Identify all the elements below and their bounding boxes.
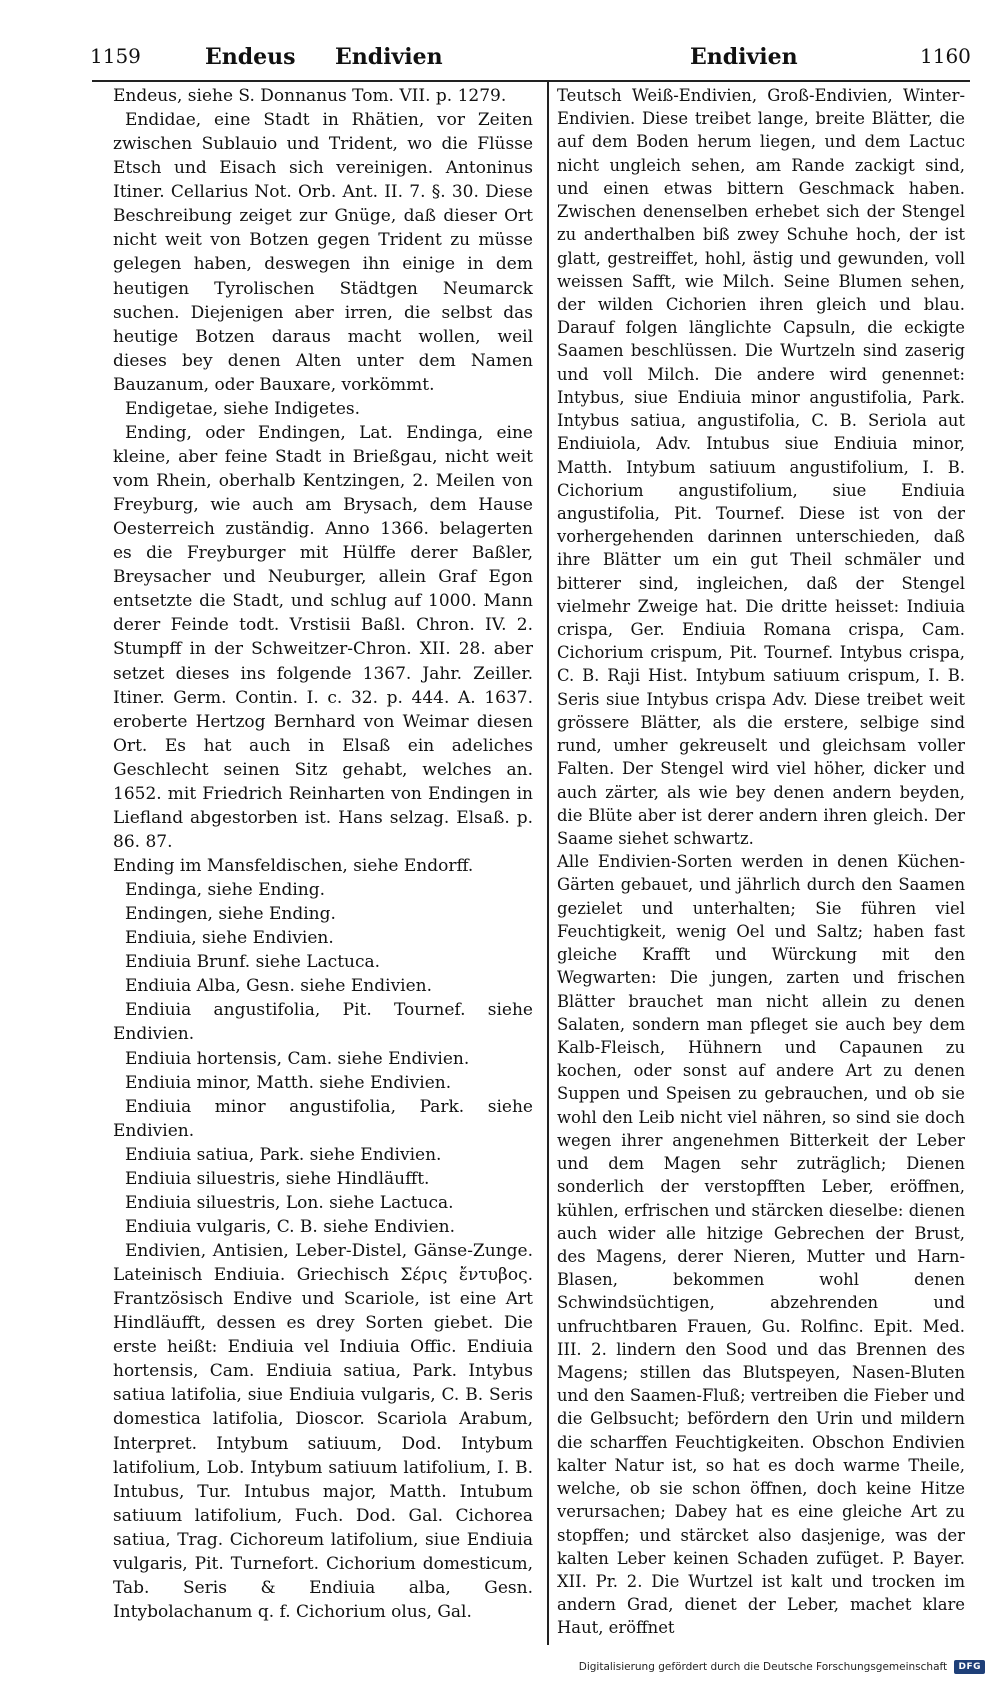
right-column: [557, 84, 965, 1640]
page-number-right: 1160: [920, 44, 971, 68]
entry-endinga: Endinga, siehe Ending.: [125, 880, 325, 901]
entry-endiuia-vulgaris: Endiuia vulgaris, C. B. siehe Endivien.: [125, 1216, 455, 1237]
entry-endiuia-alba: Endiuia Alba, Gesn. siehe Endivien.: [125, 976, 433, 997]
entry-endiuia-hortensis: Endiuia hortensis, Cam. siehe Endivien.: [125, 1048, 470, 1069]
entry-endigetae: Endigetae, siehe Indigetes.: [125, 398, 361, 419]
entry-endiuia-siluestris-lon: Endiuia siluestris, Lon. siehe Lactuca.: [125, 1192, 454, 1213]
left-column: [113, 84, 533, 1624]
digitization-footer: [0, 1660, 985, 1674]
entry-endiuia: Endiuia, siehe Endivien.: [125, 928, 334, 949]
entry-endingen: Endingen, siehe Ending.: [125, 904, 336, 925]
entry-endiuia-satiua: Endiuia satiua, Park. siehe Endivien.: [125, 1144, 442, 1165]
entry-endeus: Endeus, siehe S. Donnanus Tom. VII. p. 1279.: [113, 86, 507, 106]
entry-endivien: Endivien, Antisien, Leber-Distel, Gänse-Zunge. Lateinisch Endiuia. Griechisch Σέρις ἔντυβος. Frantzösisch Endive und Scariole, ist eine Art Hindläufft, dessen es drey Sorten giebet. Die erste heißt: Endiuia vel Indiuia Offic. Endiuia hortensis, Cam. Endiuia satiua, Park. Intybus satiua latifolia, siue Endiuia vulgaris, C. B. Seris domestica latifolia, Dioscor. Scariola Arabum, Interpret. Intybum satiuum, Dod. Intybum latifolium, Lob. Intybum satiuum latifolium, I. B. Intubus, Tur. Intubus major, Matth. Intubum satiuum latifolium, Fuch. Dod. Gal. Cichorea satiua, Trag. Cichoreum latifolium, siue Endiuia vulgaris, Pit. Turnefort. Cichorium domesticum, Tab. Seris & Endiuia alba, Gesn. Intybolachanum q. f. Cichorium olus, Gal.: [113, 1241, 533, 1622]
entry-endiuia-siluestris: Endiuia siluestris, siehe Hindläufft.: [125, 1168, 430, 1189]
header-rule: [92, 80, 970, 82]
endivien-description: Teutsch Weiß-Endivien, Groß-Endivien, Winter-Endivien. Diese treibet lange, breite Blätter, die auf dem Boden herum liegen, und dem Lactuc nicht ungleich sehen, am Rande zackigt sind, und einen etwas bittern Geschmack haben. Zwischen denenselben erhebet sich der Stengel zu anderthalben biß zwey Schuhe hoch, der ist glatt, gestreiffet, hohl, ästig und gewunden, voll weissen Safft, wie Milch. Seine Blumen sehen, der wilden Cichorien ihren gleich und blau. Darauf folgen länglichte Capsuln, die eckigte Saamen beschlüssen. Die Wurtzeln sind zaserig und voll Milch. Die andere wird genennet: Intybus, siue Endiuia minor angustifolia, Park. Intybus satiua, angustifolia, C. B. Seriola aut Endiuiola, Adv. Intubus siue Endiuia minor, Matth. Intybum satiuum angustifolium, I. B. Cichorium angustifolium, siue Endiuia angustifolia, Pit. Tournef. Diese ist von der vorhergehenden darinnen unterschieden, daß ihre Blätter um ein gut Theil schmäler und bitterer sind, ingleichen, daß der Stengel vielmehr Zweige hat. Die dritte heisset: Indiuia crispa, Ger. Endiuia Romana crispa, Cam. Cichorium crispum, Pit. Tournef. Intybus crispa, C. B. Raji Hist. Intybum satiuum crispum, I. B. Seris siue Intybus crispa Adv. Diese treibet weit grössere Blätter, als die erstere, selbige sind rund, umher gekreuselt und gleichsam voller Falten. Der Stengel wird viel höher, dicker und auch zärter, als wie bey denen andern beyden, die Blüte aber ist derer andern ihren gleich. Der Saame siehet schwartz.: [557, 86, 965, 848]
column-divider: [547, 80, 549, 1645]
entry-endiuia-minor-angustifolia: Endiuia minor angustifolia, Park. siehe Endivien.: [113, 1096, 533, 1141]
entry-endiuia-brunf: Endiuia Brunf. siehe Lactuca.: [125, 952, 381, 973]
footer-credit: Digitalisierung gefördert durch die Deutsche Forschungsgemeinschaft: [578, 1661, 948, 1673]
page-header: [90, 38, 970, 78]
entry-endiuia-minor: Endiuia minor, Matth. siehe Endivien.: [125, 1072, 452, 1093]
running-head-first: Endeus: [205, 44, 296, 70]
entry-ending-mansfeld: Ending im Mansfeldischen, siehe Endorff.: [113, 856, 474, 876]
running-head-right: Endivien: [690, 44, 798, 70]
entry-endidae: Endidae, eine Stadt in Rhätien, vor Zeiten zwischen Sublauio und Trident, wo die Flüsse Etsch und Eisach sich vereinigen. Antoninus Itiner. Cellarius Not. Orb. Ant. II. 7. §. 30. Diese Beschreibung zeiget zur Gnüge, daß dieser Ort nicht weit von Botzen gegen Trident zu müsse gelegen haben, deswegen ihn einige in dem heutigen Tyrolischen Städtgen Neumarck suchen. Diejenigen aber irren, die selbst das heutige Botzen daraus macht wollen, weil dieses bey denen Alten unter dem Namen Bauzanum, oder Bauxare, vorkömmt.: [113, 110, 533, 395]
entry-ending: Ending, oder Endingen, Lat. Endinga, eine kleine, aber feine Stadt in Brießgau, nicht weit vom Rhein, oberhalb Kentzingen, 2. Meilen von Freyburg, wie auch am Brysach, dem Hause Oesterreich zuständig. Anno 1366. belagerten es die Freyburger mit Hülffe derer Baßler, Breysacher und Neuburger, allein Graf Egon entsetzte die Stadt, und schlug auf 1000. Mann derer Feinde todt. Vrstisii Baßl. Chron. IV. 2. Stumpff in der Schweitzer-Chron. XII. 28. aber setzet dieses ins folgende 1367. Jahr. Zeiller. Itiner. Germ. Contin. I. c. 32. p. 444. A. 1637. eroberte Hertzog Bernhard von Weimar diesen Ort. Es hat auch in Elsaß ein adeliches Geschlecht seinen Sitz gehabt, welches an. 1652. mit Friedrich Reinharten von Endingen in Liefland abgestorben ist. Hans selzag. Elsaß. p. 86. 87.: [113, 422, 533, 852]
endivien-uses: Alle Endivien-Sorten werden in denen Küchen-Gärten gebauet, und jährlich durch den Saamen gezielet und unterhalten; Sie führen viel Feuchtigkeit, wenig Oel und Saltz; haben fast gleiche Krafft und Würckung mit den Wegwarten: Die jungen, zarten und frischen Blätter brauchet man nicht allein zu denen Salaten, sondern man pfleget sie auch bey dem Kalb-Fleisch, Hühnern und Capaunen zu kochen, oder sonst auf andere Art zu denen Suppen und Speisen zu gebrauchen, und ob sie wohl den Leib nicht viel nähren, so sind sie doch wegen ihrer angenehmen Bitterkeit der Leber und dem Magen sehr zuträglich; Dienen sonderlich der verstopfften Leber, eröffnen, kühlen, erfrischen und stärcken dieselbe: dienen auch wider alle hitzige Gebrechen der Brust, des Magens, derer Nieren, Mutter und Harn-Blasen, bekommen wohl denen Schwindsüchtigen, abzehrenden und unfruchtbaren Frauen, Gu. Rolfinc. Epit. Med. III. 2. lindern den Sood und das Brennen des Magens; stillen das Blutspeyen, Nasen-Bluten und den Saamen-Fluß; vertreiben die Fieber und die Gelbsucht; befördern den Urin und mildern die scharffen Feuchtigkeiten. Obschon Endivien kalter Natur ist, so hat es doch warme Theile, welche, ob sie schon öffnen, doch keine Hitze verursachen; Dabey hat es eine gleiche Art zu stopffen; und stärcket also dasjenige, was der kalten Leber keinen Schaden zufüget. P. Bayer. XII. Pr. 2. Die Wurtzel ist kalt und trocken im andern Grad, dienet der Leber, machet klare Haut, eröffnet: [557, 852, 965, 1638]
page-number-left: 1159: [90, 44, 141, 68]
running-head-second: Endivien: [335, 44, 443, 70]
dfg-logo-icon: DFG: [954, 1660, 985, 1674]
entry-endiuia-angustifolia: Endiuia angustifolia, Pit. Tournef. siehe Endivien.: [113, 1000, 533, 1045]
